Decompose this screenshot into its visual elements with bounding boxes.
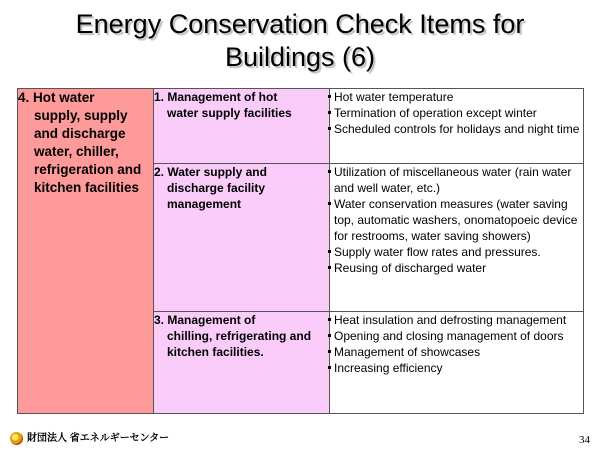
org-logo-icon bbox=[10, 432, 23, 445]
subitem-cell-3 bbox=[154, 312, 330, 414]
list-item: Reusing of discharged water bbox=[330, 260, 583, 276]
check-items-table bbox=[17, 88, 584, 414]
subitem-title-cont: chilling, refrigerating and kitchen facilities. bbox=[167, 329, 312, 359]
list-item: Termination of operation except winter bbox=[330, 105, 583, 121]
subitem-cell-2 bbox=[154, 164, 330, 312]
subitem-title: 2. Water supply and bbox=[154, 165, 267, 179]
page-number: 34 bbox=[579, 434, 590, 446]
subitem-title: 1. Management of hot bbox=[154, 90, 278, 104]
detail-list bbox=[330, 164, 583, 276]
title-line-2: Buildings (6) bbox=[224, 42, 376, 72]
list-item: Heat insulation and defrosting management bbox=[330, 312, 583, 328]
slide-title bbox=[0, 8, 600, 74]
subitem-cell-1 bbox=[154, 89, 330, 164]
subitem-title-cont: water supply facilities bbox=[167, 106, 292, 120]
list-item: Supply water flow rates and pressures. bbox=[330, 244, 583, 260]
list-item: Scheduled controls for holidays and night time bbox=[330, 121, 583, 137]
list-item: Water conservation measures (water saving top, automatic washers, onomatopoeic device for restrooms, water saving showers) bbox=[330, 196, 583, 244]
title-line-1: Energy Conservation Check Items for bbox=[75, 9, 525, 39]
list-item: Increasing efficiency bbox=[330, 360, 583, 376]
list-item: Hot water temperature bbox=[330, 89, 583, 105]
list-item: Utilization of miscellaneous water (rain water and well water, etc.) bbox=[330, 164, 583, 196]
category-label-rest: supply, supply and discharge water, chiller, refrigeration and kitchen facilities bbox=[34, 108, 142, 195]
footer-org-name: 財団法人 省エネルギーセンター bbox=[27, 433, 170, 444]
category-cell bbox=[18, 89, 154, 414]
detail-cell-3 bbox=[330, 312, 584, 414]
subitem-title: 3. Management of bbox=[154, 313, 256, 327]
detail-list bbox=[330, 312, 583, 376]
detail-list bbox=[330, 89, 583, 137]
table-row bbox=[18, 89, 584, 164]
list-item: Opening and closing management of doors bbox=[330, 328, 583, 344]
subitem-title-cont: discharge facility management bbox=[167, 181, 266, 211]
detail-cell-1 bbox=[330, 89, 584, 164]
list-item: Management of showcases bbox=[330, 344, 583, 360]
category-label-line1: 4. Hot water bbox=[18, 90, 95, 105]
detail-cell-2 bbox=[330, 164, 584, 312]
